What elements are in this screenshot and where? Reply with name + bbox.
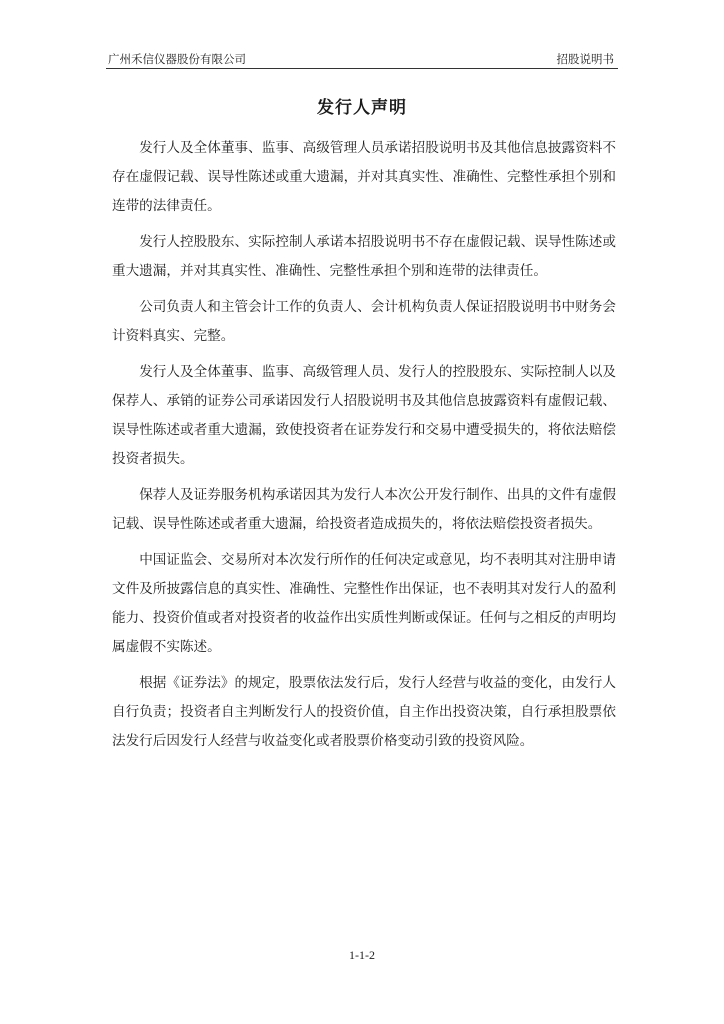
statement-body (112, 134, 616, 763)
paragraph-2: 发行人控股股东、实际控制人承诺本招股说明书不存在虚假记载、误导性陈述或重大遗漏，并对其真实性、准确性、完整性承担个别和连带的法律责任。 (112, 234, 616, 279)
header-divider (106, 68, 618, 69)
paragraph-6: 中国证监会、交易所对本次发行所作的任何决定或意见，均不表明其对注册申请文件及所披露信息的真实性、准确性、完整性作出保证，也不表明其对发行人的盈利能力、投资价值或者对投资者的收益作出实质性判断或保证。任何与之相反的声明均属虚假不实陈述。 (112, 552, 616, 655)
paragraph-5: 保荐人及证券服务机构承诺因其为发行人本次公开发行制作、出具的文件有虚假记载、误导性陈述或者重大遗漏，给投资者造成损失的，将依法赔偿投资者损失。 (112, 487, 616, 532)
paragraph-1: 发行人及全体董事、监事、高级管理人员承诺招股说明书及其他信息披露资料不存在虚假记载、误导性陈述或重大遗漏，并对其真实性、准确性、完整性承担个别和连带的法律责任。 (112, 140, 616, 214)
header-document-type: 招股说明书 (556, 52, 614, 66)
paragraph-3: 公司负责人和主管会计工作的负责人、会计机构负责人保证招股说明书中财务会计资料真实、完整。 (112, 299, 616, 344)
page-number: 1-1-2 (349, 948, 375, 962)
header-company-name: 广州禾信仪器股份有限公司 (108, 52, 246, 66)
page-title: 发行人声明 (317, 98, 407, 118)
page-header (106, 51, 618, 69)
paragraph-4: 发行人及全体董事、监事、高级管理人员、发行人的控股股东、实际控制人以及保荐人、承销的证券公司承诺因发行人招股说明书及其他信息披露资料有虚假记载、误导性陈述或者重大遗漏，致使投资者在证券发行和交易中遭受损失的，将依法赔偿投资者损失。 (112, 364, 616, 467)
paragraph-7: 根据《证券法》的规定，股票依法发行后，发行人经营与收益的变化，由发行人自行负责；投资者自主判断发行人的投资价值，自主作出投资决策，自行承担股票依法发行后因发行人经营与收益变化或者股票价格变动引致的投资风险。 (112, 675, 616, 749)
